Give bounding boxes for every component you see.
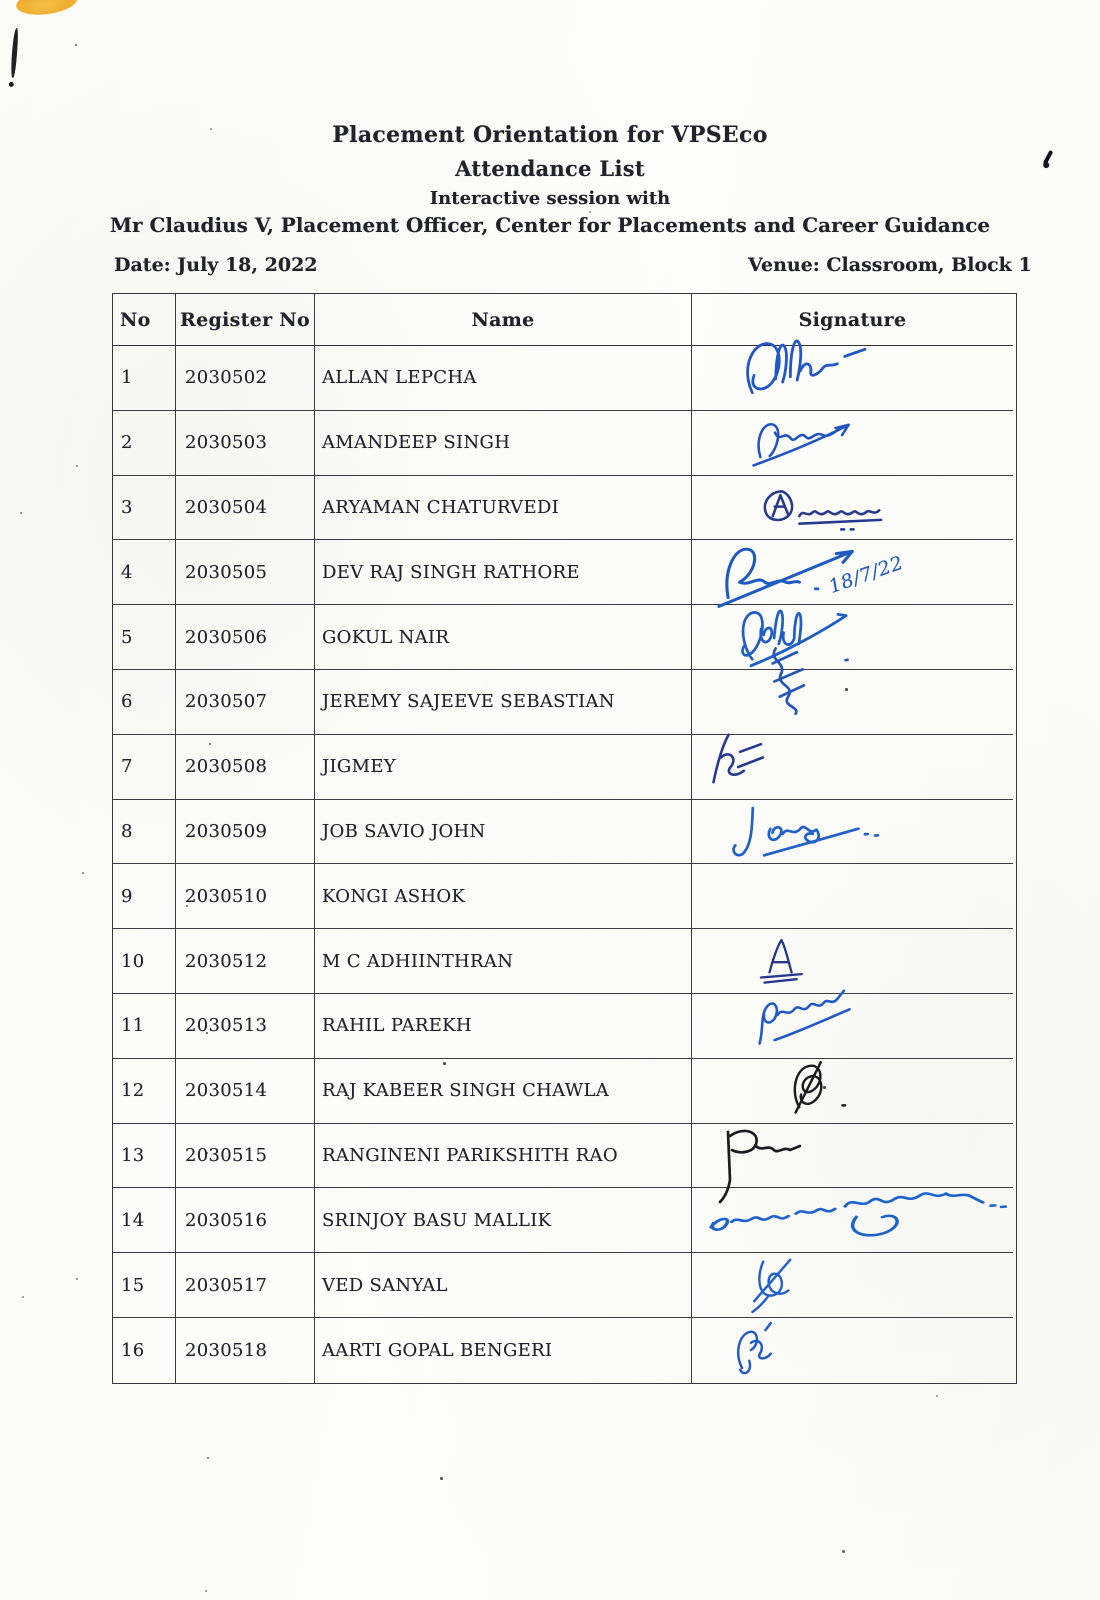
date-label: Date: July 18, 2022 [114,254,318,276]
doc-officer-line: Mr Claudius V, Placement Officer, Center for Placements and Career Guidance [109,213,991,237]
row-register-no: 2030509 [176,800,315,865]
row-name: JOB SAVIO JOHN [315,800,692,865]
ink-stroke-icon [10,28,18,78]
document-header [0,122,1100,237]
row-signature-cell [692,864,1013,929]
row-register-no: 2030517 [176,1253,315,1318]
row-no: 5 [113,605,176,670]
row-name: M C ADHIINTHRAN [315,929,692,994]
row-register-no: 2030518 [176,1318,315,1383]
row-name: GOKUL NAIR [315,605,692,670]
yellow-smudge-icon [15,0,80,18]
row-no: 13 [113,1124,176,1189]
row-name: KONGI ASHOK [315,864,692,929]
header-no: No [113,294,176,346]
scan-speck [936,1395,938,1397]
row-no: 4 [113,540,176,605]
row-name: RAHIL PAREKH [315,994,692,1059]
row-name: SRINJOY BASU MALLIK [315,1188,692,1253]
row-register-no: 2030508 [176,735,315,800]
row-signature-cell [692,670,1013,735]
row-register-no: 2030507 [176,670,315,735]
scan-speck [76,1278,78,1280]
row-name: JIGMEY [315,735,692,800]
scan-speck [20,512,22,514]
row-register-no: 2030505 [176,540,315,605]
scan-speck [22,1296,24,1298]
scan-speck [207,1457,209,1459]
row-signature-cell [692,929,1013,994]
row-name: AARTI GOPAL BENGERI [315,1318,692,1383]
row-signature-cell [692,605,1013,670]
row-register-no: 2030503 [176,411,315,476]
row-signature-cell [692,1188,1013,1253]
scan-speck [205,1590,207,1592]
row-no: 3 [113,476,176,541]
row-signature-cell [692,994,1013,1059]
row-signature-cell [692,1059,1013,1124]
row-signature-cell [692,346,1013,411]
attendance-table [112,293,1017,1384]
row-signature-cell [692,540,1013,605]
row-signature-cell [692,476,1013,541]
row-register-no: 2030515 [176,1124,315,1189]
row-no: 11 [113,994,176,1059]
row-no: 10 [113,929,176,994]
row-name: ALLAN LEPCHA [315,346,692,411]
row-name: RAJ KABEER SINGH CHAWLA [315,1059,692,1124]
row-name: AMANDEEP SINGH [315,411,692,476]
signature-icon [744,935,965,1003]
row-name: RANGINENI PARIKSHITH RAO [315,1124,692,1189]
row-name: DEV RAJ SINGH RATHORE [315,540,692,605]
row-no: 14 [113,1188,176,1253]
doc-title: Placement Orientation for VPSEco [332,122,768,148]
row-register-no: 2030510 [176,864,315,929]
signature-icon [704,729,951,805]
row-no: 1 [113,346,176,411]
row-signature-cell [692,1318,1013,1383]
scan-speck [82,872,84,874]
signature-icon [738,1249,972,1321]
row-register-no: 2030506 [176,605,315,670]
row-name: VED SANYAL [315,1253,692,1318]
row-no: 15 [113,1253,176,1318]
header-name: Name [315,294,692,346]
row-no: 2 [113,411,176,476]
venue-label: Venue: Classroom, Block 1 [748,254,1032,276]
row-signature-cell [692,800,1013,865]
row-signature-cell [692,411,1013,476]
row-register-no: 2030512 [176,929,315,994]
row-signature-cell [692,1124,1013,1189]
row-register-no: 2030516 [176,1188,315,1253]
row-no: 12 [113,1059,176,1124]
signature-icon [774,1055,1008,1127]
row-no: 6 [113,670,176,735]
scan-speck [842,1550,845,1553]
row-no: 16 [113,1318,176,1383]
row-register-no: 2030513 [176,994,315,1059]
row-signature-cell [692,1253,1013,1318]
header-register-no: Register No [176,294,315,346]
row-no: 9 [113,864,176,929]
row-register-no: 2030504 [176,476,315,541]
row-signature-cell [692,735,1013,800]
signature-icon [724,1314,958,1386]
row-name: JEREMY SAJEEVE SEBASTIAN [315,670,692,735]
signature-date-annotation: 18/7/22 [825,551,907,599]
doc-session-line: Interactive session with [429,188,671,209]
row-no: 7 [113,735,176,800]
scan-speck [75,44,77,46]
row-no: 8 [113,800,176,865]
doc-subtitle: Attendance List [455,156,645,181]
row-name: ARYAMAN CHATURVEDI [315,476,692,541]
scan-speck [440,1477,443,1480]
row-register-no: 2030514 [176,1059,315,1124]
row-register-no: 2030502 [176,346,315,411]
header-signature: Signature [692,294,1013,346]
scan-speck [76,465,78,467]
